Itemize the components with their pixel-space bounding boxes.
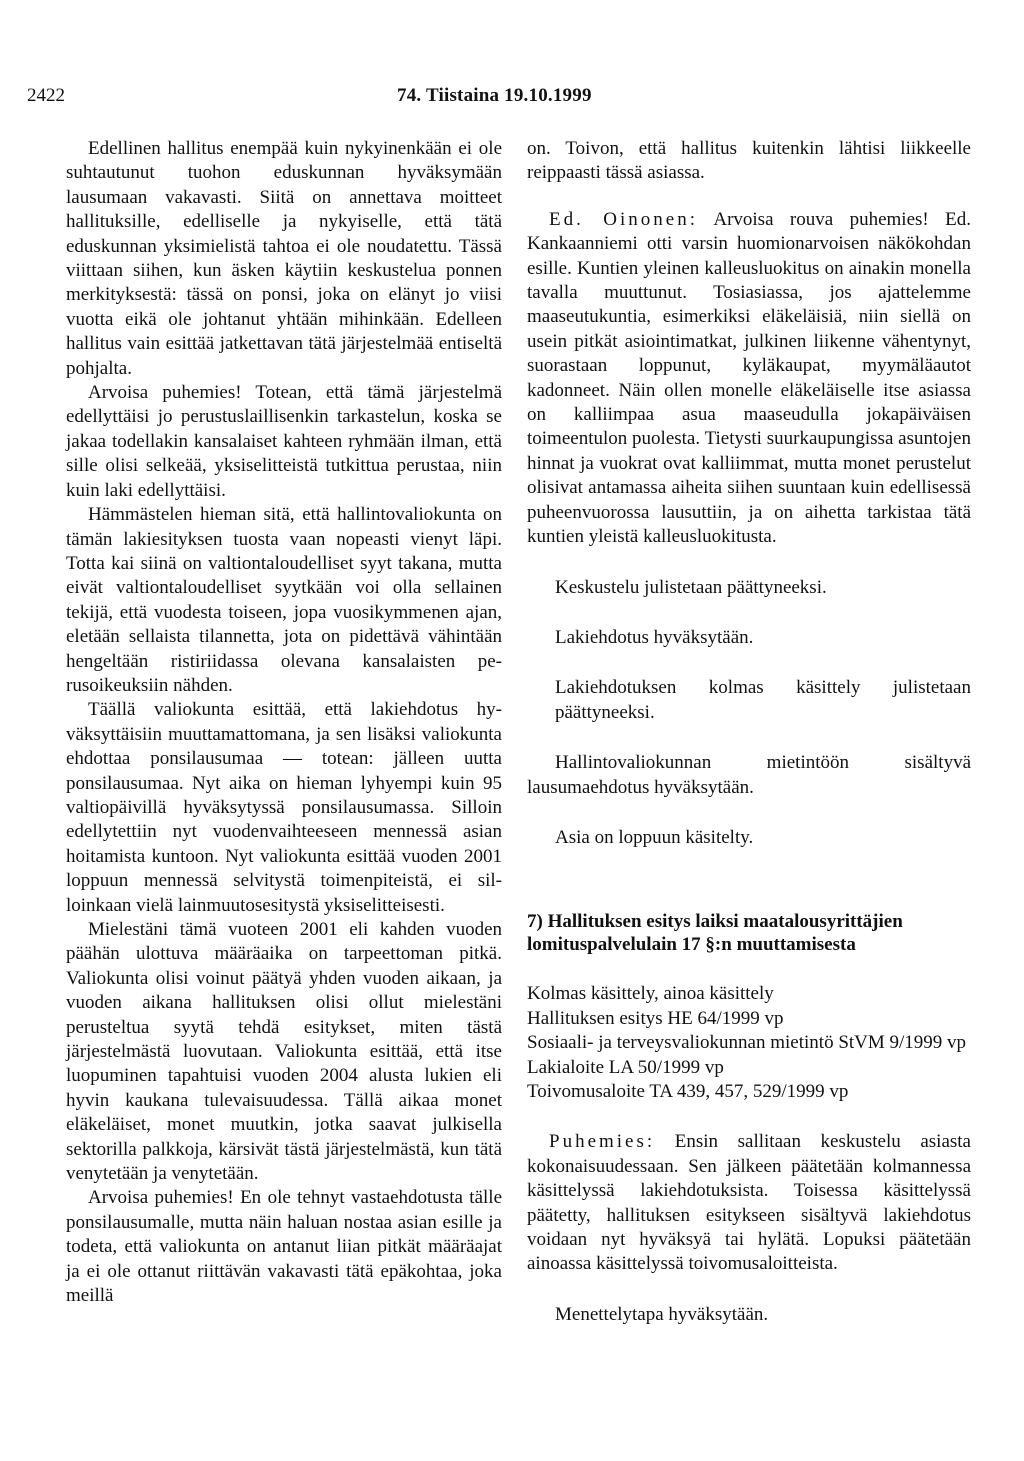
left-column — [66, 137, 502, 1309]
metadata-line: Hallituksen esitys HE 64/1999 vp — [527, 1007, 784, 1029]
decision-line: Asia on loppuun käsitelty. — [555, 826, 754, 848]
paragraph: on. Toivon, että hallitus kuitenkin lähtisi liikkeelle reippaasti tässä asiassa. — [527, 138, 971, 184]
paragraph: Mielestäni tämä vuoteen 2001 eli kahden vuoden päähän ulottuva määräaika on tarpeettoman pitkä. Valiokunta olisi voinut päätyä yhden vuoden aikaan, ja vuoden aikana hallituksen olisi ollut mielestäni perusteltua syytä tehdä esitykset, miten tästä järjestelmästä luovutaan. Valiokunta esittää, että itse luopuminen tapahtuisi vuoden 2004 alusta lukien eli hyvin kaukana tulevaisuudessa. Tällä aikaa monet eläkeläiset, monet muutkin, jotka saavat julkisella sektorilla palkkoja, kärsivät tästä järjestelmästä, kun tätä venytetään ja venytetään. — [66, 919, 502, 1185]
speech-text: Arvoisa rouva puhemies! Ed. Kankaanniemi otti varsin huomionarvoisen näkökohdan esille. Kuntien yleinen kalleusluokitus on ainakin monella tavalla muuttunut. Tosiasiassa, jos ajattelemme maaseutukuntia, esimerkiksi eläkeläisiä, niin siellä on usein pitkät asiointimatkat, julkinen liikenne vähentynyt, suorastaan loppunut, kyläkaupat, myymäläautot kadonneet. Näin ollen monelle eläkeläiselle itse asiassa on kalliimpaa asua maaseudulla jokapäiväisen toimeentulon puolesta. Tietysti suurkaupungissa asuntojen hinnat ja vuokrat ovat kalliimmat, mutta monet perustelut olisivat antamassa aiheita siihen suuntaan kuin edellisessä puheenvuorossa lausuttiin, ja on aihetta tarkistaa tätä kuntien yleistä kalleusluokitusta. — [527, 208, 971, 548]
page-number: 2422 — [27, 85, 65, 106]
speech-paragraph — [527, 1130, 971, 1276]
paragraph: Täällä valiokunta esittää, että lakiehdotus hyväksyttäisiin muuttamattomana, ja sen lisäksi valiokunta ehdottaa ponsilausumaa — totean: jälleen uutta ponsilausumaa. Nyt aika on hieman lyhyempi kuin 95 valtiopäivillä hyväksytyssä ponsilausumassa. Silloin edellytettiin nyt vuodenvaihteeseen mennessä asian hoitamista kuntoon. Nyt valiokunta esittää vuoden 2001 loppuun mennessä selvitystä toimenpiteistä, ei silloinkaan vielä lainmuutosesitystä yksiselitteisesti. — [66, 699, 502, 916]
speaker-name: Ed. Oinonen: — [549, 208, 698, 230]
metadata-line: Toivomusaloite TA 439, 457, 529/1999 vp — [527, 1080, 849, 1102]
decision-line: Keskustelu julistetaan päättyneeksi. — [555, 576, 827, 598]
section-heading: 7) Hallituksen esitys laiksi maatalousyrittäjien lomituspalvelulain 17 §:n muuttamisesta — [527, 911, 903, 956]
paragraph: Arvoisa puhemies! Totean, että tämä järjestelmä edellyttäisi jo perustuslaillisenkin tarkastelun, koska se jakaa todellakin kansalaiset kahteen ryhmään ilman, että sille olisi selkeää, yksiselitteistä tutkittua perustaa, niin kuin laki edellyttäisi. — [66, 382, 502, 501]
paragraph: Arvoisa puhemies! En ole tehnyt vastaehdotusta tälle ponsilausumalle, mutta näin haluan nostaa asian esille ja todeta, että valiokunta on antanut liian pitkät määräajat ja ei ole ottanut riittävän vakavasti tätä epäkohtaa, joka meillä — [66, 1187, 502, 1307]
metadata-line: Kolmas käsittely, ainoa käsittely — [527, 983, 774, 1005]
speech-paragraph — [527, 208, 971, 550]
paragraph: Hämmästelen hieman sitä, että hallintovaliokunta on tämän lakiesityksen tuosta vaan nopeasti vienyt läpi. Totta kai siinä on valtiontaloudelliset syyt takana, mutta eivät valtiontaloudelliset syytkään voi olla sellainen tekijä, että vuodesta toiseen, jopa vuosikymmenen ajan, eletään sellaista tilannetta, jota on pidettävä vähintään hengeltään ristiriidassa olevana kansalaisten perusoikeuksiin nähden. — [66, 504, 502, 696]
decision-line: Lakiehdotuksen kolmas käsittely julistetaan päättyneeksi. — [555, 677, 971, 723]
paragraph: Edellinen hallitus enempää kuin nykyinenkään ei ole suhtautunut tuohon eduskunnan hyväksymään lausumaan vakavasti. Siitä on annettava moitteet hallituksille, edelliselle ja nykyiselle, että tätä eduskunnan yksimielistä tahtoa ei ole noudatettu. Tässä viittaan siihen, kun äsken käytiin keskustelua ponnen merkityksestä: tässä on ponsi, joka on elänyt jo viisi vuotta eikä ole johtanut yhtään mihinkään. Edelleen hallitus vain esittää jatkettavan tätä järjestelmää entiseltä pohjalta. — [66, 138, 502, 379]
metadata-line: Lakialoite LA 50/1999 vp — [527, 1056, 724, 1078]
decision-line: Hallintovaliokunnan mietintöön sisältyvä lausumaehdotus hyväksytään. — [527, 752, 971, 798]
right-column — [527, 137, 971, 1327]
speech-text: Ensin sallitaan keskustelu asiasta kokonaisuudessaan. Sen jälkeen päätetään kolmannessa käsittelyssä lakiehdotuksista. Toisessa käsittelyssä päätetty, hallituksen esitykseen sisältyvä lakiehdotus voidaan nyt hyväksyä tai hylätä. Lopuksi päätetään ainoassa käsittelyssä toivomusaloitteista. — [527, 1131, 971, 1275]
decision-line: Menettelytapa hyväksytään. — [555, 1303, 769, 1325]
item-metadata — [527, 982, 971, 1104]
metadata-line: Sosiaali- ja terveysvaliokunnan mietintö StVM 9/1999 vp — [527, 1032, 967, 1054]
decision-line: Lakiehdotus hyväksytään. — [555, 626, 754, 648]
running-head: 74. Tiistaina 19.10.1999 — [397, 85, 592, 106]
speaker-name: Puhemies: — [549, 1131, 656, 1153]
